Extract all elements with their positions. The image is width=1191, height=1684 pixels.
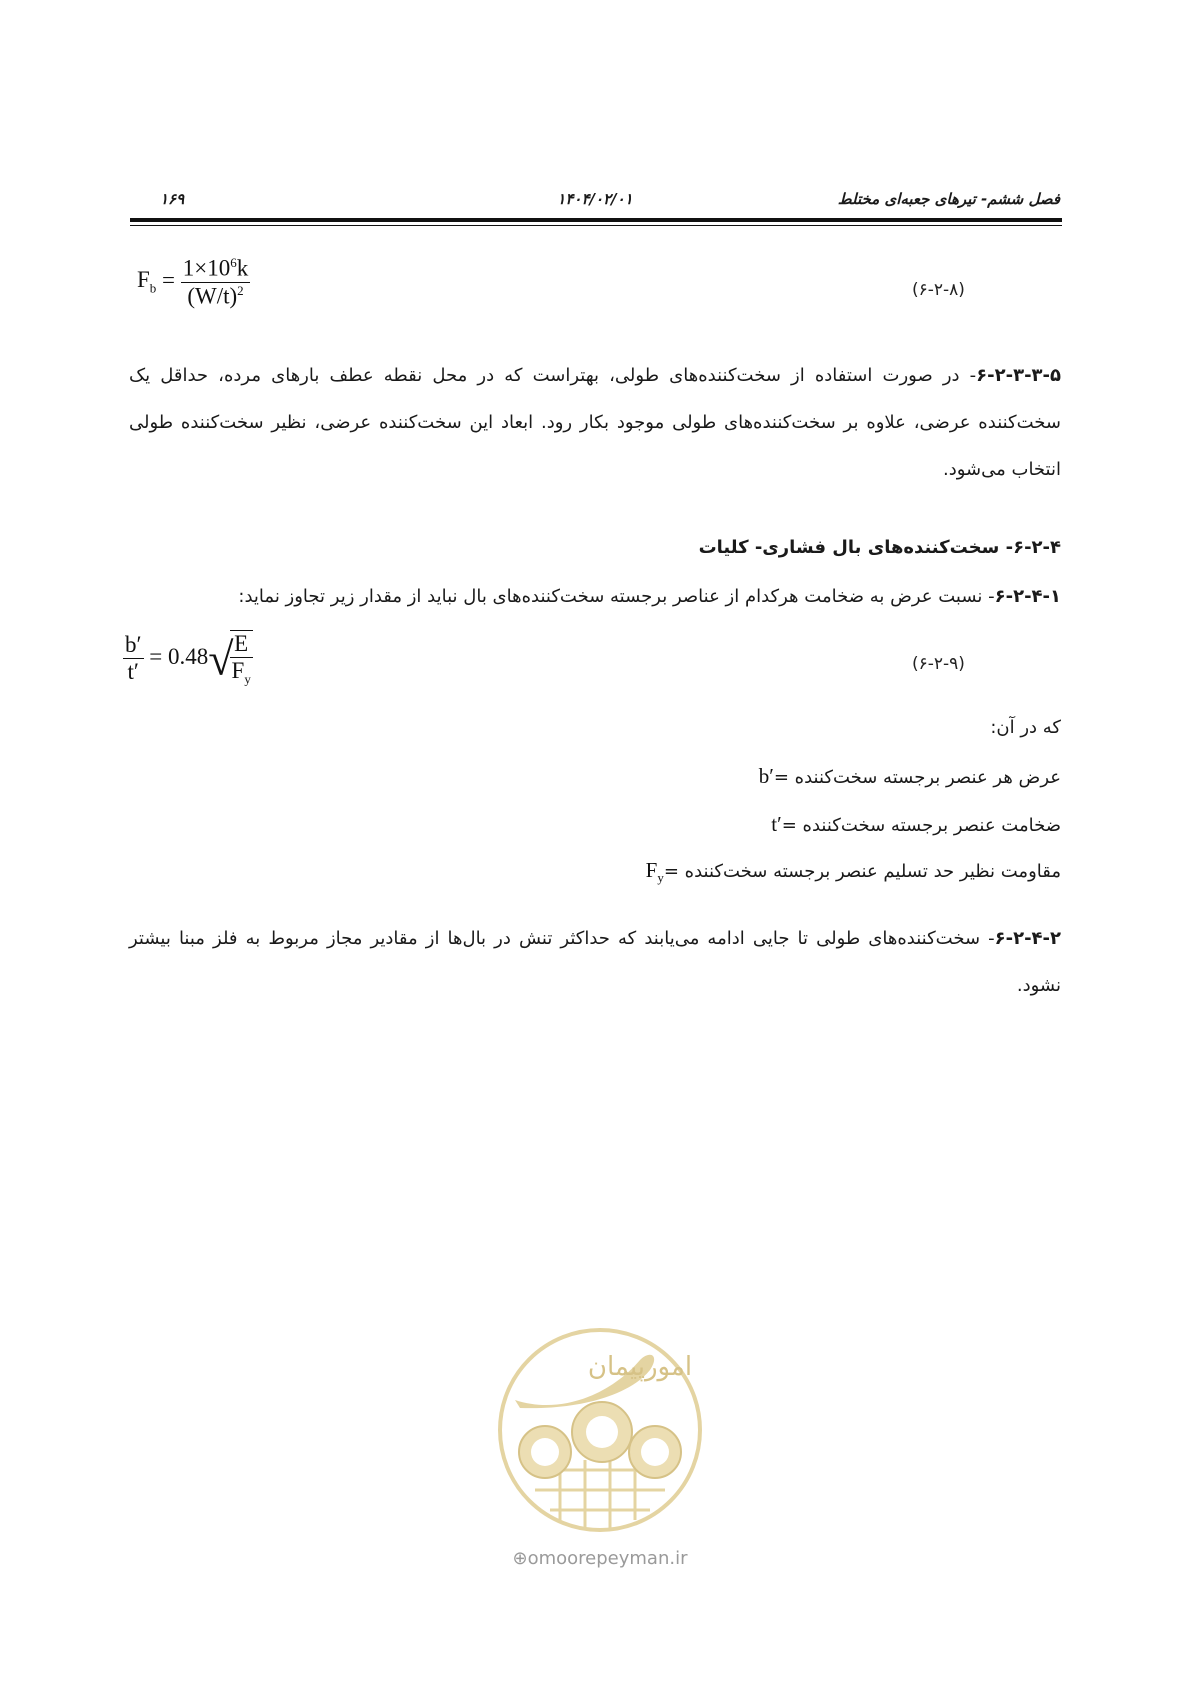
header-rule-thin <box>130 225 1062 226</box>
definition-fy: $F_y=$ مقاومت نظیر حد تسلیم عنصر برجسته سخت‌کننده <box>645 858 1061 886</box>
page-number: ۱۶۹ <box>160 190 185 208</box>
eq2-radicand: $\frac{E}{F_y}$ <box>231 631 251 687</box>
paragraph-text: - سخت‌کننده‌های طولی تا جایی ادامه می‌یابند که حداکثر تنش در بال‌ها از مقادیر مجاز مربوط به فلز مبنا بیشتر نشود. <box>129 928 1061 996</box>
watermark-caption: ⊕omoorepeyman.ir <box>512 1548 688 1569</box>
paragraph-6-2-4-2 <box>129 915 1061 1009</box>
header-date: ۱۴۰۴/۰۲/۰۱ <box>557 190 633 208</box>
eq2-lhs-fraction: $\frac{b'}{t'}$ <box>125 632 142 685</box>
equation-6-2-9: $\frac{b'}{t'}$ = 0.48√ $\frac{E}{F_y}$ <box>125 631 251 687</box>
section-heading-6-2-4: ۶-۲-۴- سخت‌کننده‌های بال فشاری- کلیات <box>698 537 1061 558</box>
equation-number-6-2-9: (۶-۲-۹) <box>912 654 965 674</box>
paragraph-number: ۶-۲-۴-۲ <box>994 928 1061 949</box>
equation-number-6-2-8: (۶-۲-۸) <box>912 280 965 300</box>
eq1-lhs: $F_b$ <box>137 267 157 297</box>
paragraph-text: - در صورت استفاده از سخت‌کننده‌های طولی، بهتراست که در محل نقطه عطف بارهای مرده، حداقل یک سخت‌کننده عرضی، علاوه بر سخت‌کننده‌های طولی موجود بکار رود. ابعاد این سخت‌کننده عرضی، نظیر سخت‌کننده طولی انتخاب می‌شود. <box>129 365 1061 480</box>
definition-t-prime: t′= ضخامت عنصر برجسته سخت‌کننده <box>771 812 1061 836</box>
watermark-logo-text: امورپیمان <box>587 1352 693 1382</box>
paragraph-6-2-3-3-5 <box>129 352 1061 493</box>
header-rule-thick <box>130 218 1062 222</box>
equation-6-2-8: $F_b$ = $\frac{1\times 10^6k}{(W/t)^2}$ <box>137 255 249 309</box>
paragraph-text: - نسبت عرض به ضخامت هرکدام از عناصر برجسته سخت‌کننده‌های بال نباید از مقدار زیر تجاوز نماید: <box>238 586 995 607</box>
definition-b-prime: b′= عرض هر عنصر برجسته سخت‌کننده <box>758 764 1061 788</box>
watermark-logo <box>490 1320 710 1580</box>
paragraph-6-2-4-1 <box>238 586 1061 607</box>
paragraph-number: ۶-۲-۴-۱ <box>994 586 1061 607</box>
watermark-logo-graphic <box>490 1320 710 1550</box>
eq1-fraction: $\frac{1\times 10^6k}{(W/t)^2}$ <box>182 255 249 309</box>
globe-icon: ⊕ <box>512 1548 528 1569</box>
where-label: که در آن: <box>990 717 1061 738</box>
chapter-title: فصل ششم- تیرهای جعبه‌ای مختلط <box>837 190 1060 208</box>
paragraph-number: ۶-۲-۳-۳-۵ <box>976 365 1061 386</box>
